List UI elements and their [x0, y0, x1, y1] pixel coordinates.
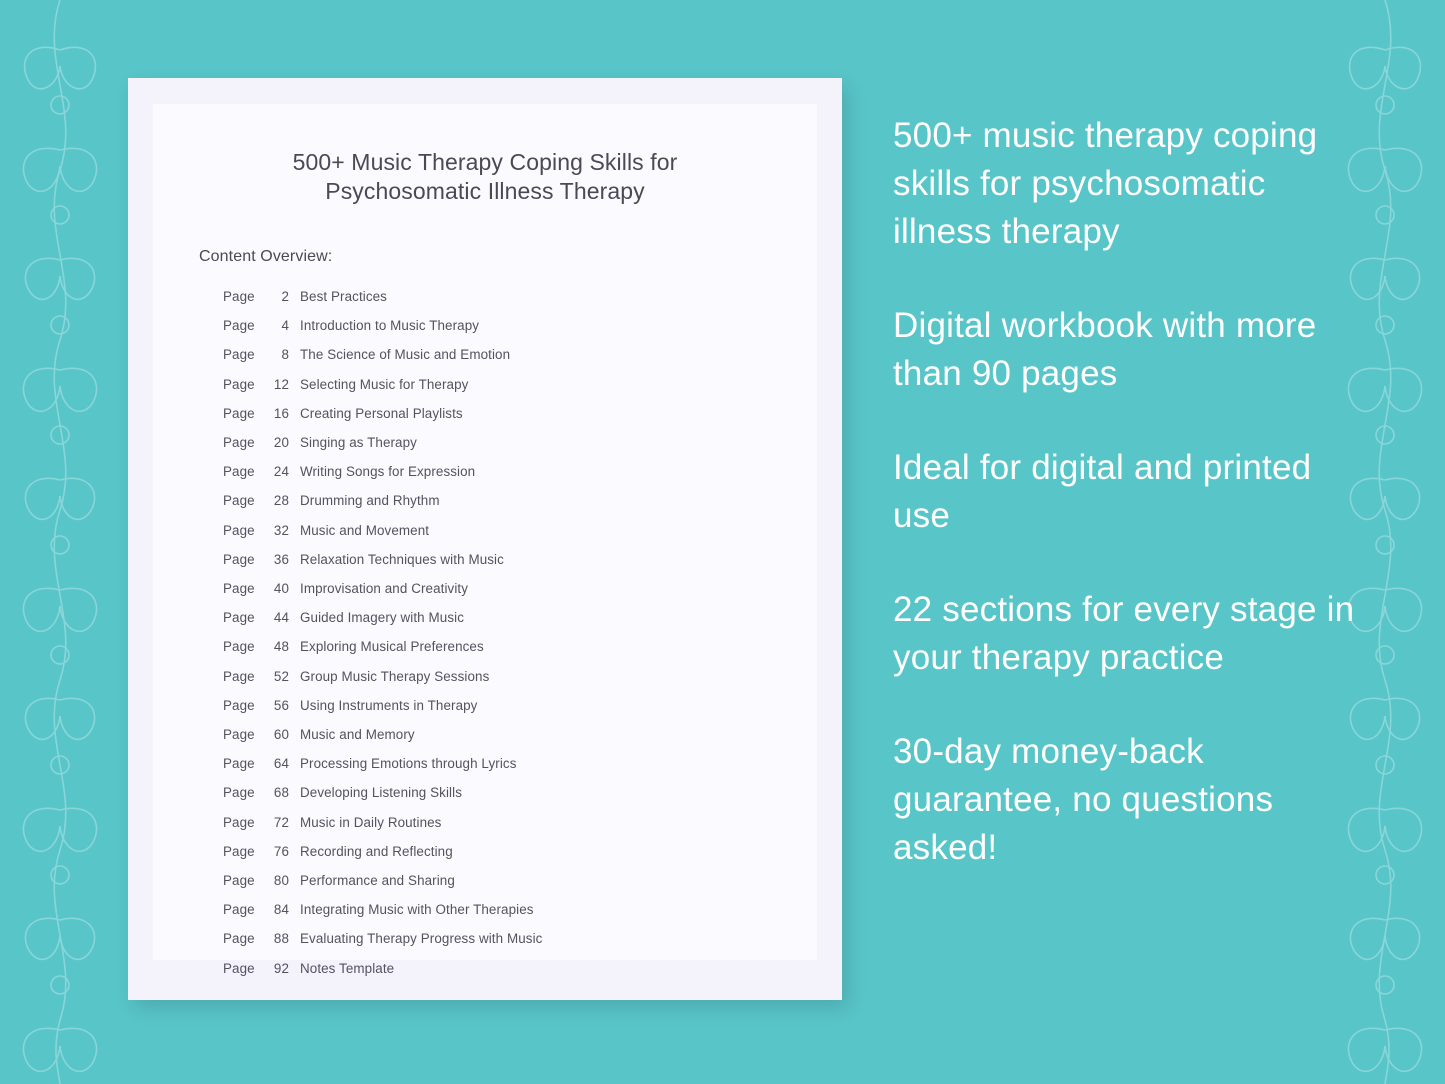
toc-entry-title: Processing Emotions through Lyrics — [300, 756, 517, 772]
toc-entry[interactable] — [223, 837, 817, 866]
toc-page-number: 40 — [273, 581, 289, 597]
toc-page-word: Page — [223, 376, 255, 392]
document-page — [153, 104, 817, 976]
toc-page-number: 84 — [273, 902, 289, 918]
toc-entry-title: Best Practices — [300, 289, 387, 304]
toc-page-word: Page — [223, 435, 255, 451]
toc-page-number: 48 — [273, 639, 289, 655]
toc-entry[interactable] — [223, 720, 817, 749]
toc-page-number: 2 — [281, 289, 289, 304]
marketing-bullet: Ideal for digital and printed use — [893, 448, 1312, 535]
toc-entry-title: Notes Template — [300, 960, 395, 976]
toc-entry[interactable] — [223, 808, 817, 837]
toc-page-number: 92 — [273, 960, 289, 976]
toc-page-word: Page — [223, 610, 255, 626]
toc-page-word: Page — [223, 843, 255, 859]
toc-entry[interactable] — [223, 282, 817, 311]
marketing-bullets — [893, 112, 1363, 872]
toc-page-number: 72 — [273, 814, 289, 830]
toc-page-number: 88 — [273, 931, 289, 947]
toc-entry-title: Creating Personal Playlists — [300, 405, 463, 421]
toc-entry[interactable] — [223, 749, 817, 778]
toc-page-number: 76 — [273, 843, 289, 859]
toc-entry-title: Guided Imagery with Music — [300, 610, 464, 626]
toc-page-word: Page — [223, 639, 255, 655]
toc-entry-title: Group Music Therapy Sessions — [300, 668, 490, 684]
toc-entry[interactable] — [223, 428, 817, 457]
toc-entry-title: Music and Movement — [300, 522, 430, 538]
toc-entry[interactable] — [223, 457, 817, 486]
toc-entry-title: Using Instruments in Therapy — [300, 697, 478, 713]
toc-page-number: 20 — [273, 435, 289, 451]
toc-entry[interactable] — [223, 399, 817, 428]
toc-page-number: 44 — [273, 610, 289, 626]
toc-page-number: 16 — [273, 405, 289, 421]
floral-border-left-icon — [0, 0, 120, 1084]
toc-page-number: 36 — [273, 551, 289, 567]
toc-page-word: Page — [223, 551, 255, 567]
toc-page-number: 64 — [273, 756, 289, 772]
toc-entry[interactable] — [223, 574, 817, 603]
toc-entry-title: Relaxation Techniques with Music — [300, 551, 504, 567]
marketing-bullet: 500+ music therapy coping skills for psychosomatic illness therapy — [893, 116, 1318, 251]
toc-page-number: 24 — [273, 464, 289, 480]
toc-page-word: Page — [223, 697, 255, 713]
marketing-bullet: 22 sections for every stage in your therapy practice — [893, 590, 1355, 677]
toc-entry[interactable] — [223, 486, 817, 515]
toc-entry-title: Writing Songs for Expression — [300, 464, 476, 480]
document-sheet — [128, 78, 842, 1000]
toc-entry-title: Music and Memory — [300, 727, 415, 743]
toc-entry-title: Selecting Music for Therapy — [300, 376, 469, 392]
toc-entry[interactable] — [223, 603, 817, 632]
toc-page-number: 56 — [273, 697, 289, 713]
toc-entry-title: Evaluating Therapy Progress with Music — [300, 931, 543, 947]
toc-entry[interactable] — [223, 516, 817, 545]
toc-page-number: 4 — [281, 318, 289, 334]
toc-page-word: Page — [223, 493, 255, 509]
toc-entry-title: Singing as Therapy — [300, 435, 417, 451]
toc-entry-title: The Science of Music and Emotion — [300, 347, 511, 363]
toc-page-word: Page — [223, 289, 255, 304]
toc-page-word: Page — [223, 931, 255, 947]
toc-entry-title: Performance and Sharing — [300, 873, 455, 889]
toc-page-word: Page — [223, 318, 255, 334]
toc-entry[interactable] — [223, 691, 817, 720]
toc-page-word: Page — [223, 814, 255, 830]
table-of-contents — [223, 282, 817, 983]
toc-entry-title: Improvisation and Creativity — [300, 581, 469, 597]
toc-page-number: 68 — [273, 785, 289, 801]
toc-page-word: Page — [223, 756, 255, 772]
page-title: 500+ Music Therapy Coping Skills for Psychosomatic Illness Therapy — [292, 149, 678, 204]
toc-entry[interactable] — [223, 340, 817, 369]
toc-page-number: 28 — [273, 493, 289, 509]
toc-page-word: Page — [223, 960, 255, 976]
toc-page-word: Page — [223, 405, 255, 421]
toc-page-word: Page — [223, 727, 255, 743]
toc-entry[interactable] — [223, 954, 817, 983]
toc-page-word: Page — [223, 873, 255, 889]
toc-entry[interactable] — [223, 924, 817, 953]
toc-page-word: Page — [223, 464, 255, 480]
toc-page-number: 80 — [273, 873, 289, 889]
toc-page-word: Page — [223, 668, 255, 684]
content-overview-label: Content Overview: — [199, 248, 333, 265]
toc-entry[interactable] — [223, 370, 817, 399]
toc-entry[interactable] — [223, 545, 817, 574]
marketing-bullet: Digital workbook with more than 90 pages — [893, 306, 1317, 393]
toc-page-word: Page — [223, 785, 255, 801]
toc-page-word: Page — [223, 902, 255, 918]
toc-entry-title: Music in Daily Routines — [300, 814, 442, 830]
marketing-bullet: 30-day money-back guarantee, no questions asked! — [893, 732, 1274, 867]
toc-entry-title: Integrating Music with Other Therapies — [300, 902, 534, 918]
toc-page-number: 52 — [273, 668, 289, 684]
toc-page-number: 12 — [273, 376, 289, 392]
toc-page-number: 60 — [273, 727, 289, 743]
toc-entry[interactable] — [223, 866, 817, 895]
toc-entry-title: Introduction to Music Therapy — [300, 318, 480, 334]
toc-page-word: Page — [223, 522, 255, 538]
toc-page-word: Page — [223, 347, 255, 363]
toc-entry[interactable] — [223, 778, 817, 807]
toc-entry-title: Drumming and Rhythm — [300, 493, 440, 509]
toc-entry-title: Recording and Reflecting — [300, 843, 453, 859]
toc-entry[interactable] — [223, 662, 817, 691]
toc-entry[interactable] — [223, 311, 817, 340]
toc-page-number: 8 — [281, 347, 289, 363]
toc-entry-title: Developing Listening Skills — [300, 785, 462, 801]
toc-entry-title: Exploring Musical Preferences — [300, 639, 484, 655]
toc-page-number: 32 — [273, 522, 289, 538]
toc-entry[interactable] — [223, 895, 817, 924]
toc-page-word: Page — [223, 581, 255, 597]
toc-entry[interactable] — [223, 632, 817, 661]
